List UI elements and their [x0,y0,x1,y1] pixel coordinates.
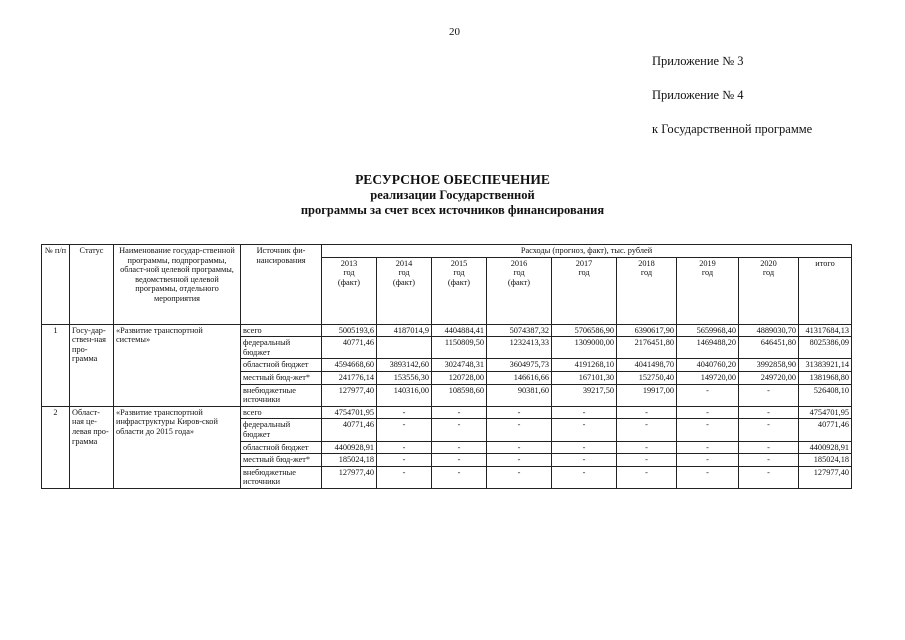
funding-source: местный бюд-жет* [241,371,322,384]
header-total: итого [799,257,852,324]
amount-cell: - [677,419,739,441]
program-status: Госу-дар-ствен-ная про-грамма [70,324,114,406]
amount-cell: 1469488,20 [677,337,739,359]
year-header-year: 2018 [638,258,655,268]
funding-source: всего [241,324,322,337]
amount-cell: 4594668,60 [322,359,377,372]
amount-cell: - [739,419,799,441]
total-cell: 185024,18 [799,454,852,467]
program-name: «Развитие транспортной инфраструктуры Киров-ской области до 2015 года» [114,406,241,488]
appendix-3-label: Приложение № 3 [652,54,744,68]
header-num: № п/п [42,245,70,325]
amount-cell: - [432,419,487,441]
amount-cell: - [552,454,617,467]
funding-source: федеральный бюджет [241,419,322,441]
amount-cell: 1232413,33 [487,337,552,359]
amount-cell: - [552,441,617,454]
funding-source: внебюджетные источники [241,384,322,406]
year-header-word: год [762,268,775,278]
amount-cell: - [677,384,739,406]
amount-cell: 5706586,90 [552,324,617,337]
header-expenses: Расходы (прогноз, факт), тыс. рублей [322,245,852,258]
amount-cell: - [739,406,799,419]
amount-cell: - [377,406,432,419]
amount-cell: 4040760,20 [677,359,739,372]
total-cell: 4400928,91 [799,441,852,454]
amount-cell: 90381,60 [487,384,552,406]
amount-cell: 6390617,90 [617,324,677,337]
year-header-year: 2016 [510,258,528,268]
amount-cell: - [617,466,677,488]
year-header-year: 2015 [450,258,468,268]
amount-cell: - [552,419,617,441]
year-header-note: (факт) [337,277,361,287]
total-cell: 127977,40 [799,466,852,488]
year-header-word: год [453,268,465,278]
title-line-2: реализации Государственной [370,188,535,202]
amount-cell: 127977,40 [322,384,377,406]
year-header-year: 2013 [340,258,358,268]
funding-source: всего [241,406,322,419]
amount-cell: - [487,454,552,467]
amount-cell: 140316,00 [377,384,432,406]
amount-cell: - [739,384,799,406]
amount-cell: - [677,466,739,488]
amount-cell: - [432,454,487,467]
amount-cell: 1150809,50 [432,337,487,359]
appendix-program-label: к Государственной программе [652,122,813,136]
appendix-4-label: Приложение № 4 [652,88,744,102]
page-number: 20 [449,26,460,38]
amount-cell: - [552,406,617,419]
amount-cell: - [677,441,739,454]
amount-cell: - [377,419,432,441]
year-header-word: год [343,268,355,278]
amount-cell: 19917,00 [617,384,677,406]
year-header-word: год [513,268,525,278]
amount-cell: - [739,466,799,488]
amount-cell: - [739,454,799,467]
amount-cell: 120728,00 [432,371,487,384]
year-header-2014 [377,257,432,324]
year-header-year: 2014 [395,258,413,268]
amount-cell: 249720,00 [739,371,799,384]
amount-cell: 108598,60 [432,384,487,406]
amount-cell: 2176451,80 [617,337,677,359]
amount-cell: 185024,18 [322,454,377,467]
year-header-year: 2020 [760,258,777,268]
year-header-note: (факт) [447,277,471,287]
amount-cell: 149720,00 [677,371,739,384]
year-header-2013 [322,257,377,324]
year-header-2015 [432,257,487,324]
total-cell: 40771,46 [799,419,852,441]
header-status: Статус [70,245,114,325]
program-status: Област-ная це-левая про-грамма [70,406,114,488]
amount-cell: 4400928,91 [322,441,377,454]
total-cell: 41317684,13 [799,324,852,337]
amount-cell: - [617,406,677,419]
year-header-word: год [640,268,653,278]
year-header-2019 [677,257,739,324]
total-cell: 31383921,14 [799,359,852,372]
amount-cell: - [617,454,677,467]
funding-source: областной бюджет [241,359,322,372]
total-cell: 1381968,80 [799,371,852,384]
year-header-word: год [398,268,410,278]
amount-cell: 4404884,41 [432,324,487,337]
amount-cell: - [377,454,432,467]
program-num: 1 [42,324,70,406]
amount-cell: 3024748,31 [432,359,487,372]
title-line-1: РЕСУРСНОЕ ОБЕСПЕЧЕНИЕ [355,172,550,187]
title-line-3: программы за счет всех источников финансирования [300,203,605,217]
amount-cell: - [552,466,617,488]
header-source: Источник фи-нансирования [241,245,322,325]
resource-table [41,244,852,489]
amount-cell: - [739,441,799,454]
year-header-2017 [552,257,617,324]
amount-cell: - [617,441,677,454]
program-name: «Развитие транспортной системы» [114,324,241,406]
year-header-2016 [487,257,552,324]
total-cell: 526408,10 [799,384,852,406]
amount-cell: 3893142,60 [377,359,432,372]
total-cell: 4754701,95 [799,406,852,419]
year-header-note: (факт) [507,277,531,287]
amount-cell: 646451,80 [739,337,799,359]
year-header-year: 2017 [575,258,593,268]
amount-cell: - [487,406,552,419]
header-name: Наименование государ-ственной программы, подпрограммы, област-ной целевой программы, ведомственной целевой программы, отдельного мероприятия [114,245,241,325]
table-body [42,324,852,488]
amount-cell: 3992858,90 [739,359,799,372]
amount-cell: 4187014,9 [377,324,432,337]
amount-cell [377,337,432,359]
amount-cell: - [432,406,487,419]
table-row [42,324,852,337]
year-header-2018 [617,257,677,324]
amount-cell: - [487,419,552,441]
amount-cell: 3604975,73 [487,359,552,372]
amount-cell: - [677,406,739,419]
amount-cell: - [677,454,739,467]
amount-cell: - [617,419,677,441]
amount-cell: 39217,50 [552,384,617,406]
amount-cell: 241776,14 [322,371,377,384]
amount-cell: 5005193,6 [322,324,377,337]
amount-cell: 127977,40 [322,466,377,488]
amount-cell: 153556,30 [377,371,432,384]
year-header-2020 [739,257,799,324]
amount-cell: 40771,46 [322,337,377,359]
amount-cell: 1309000,00 [552,337,617,359]
program-num: 2 [42,406,70,488]
amount-cell: 5659968,40 [677,324,739,337]
amount-cell: - [432,441,487,454]
amount-cell: - [432,466,487,488]
year-header-word: год [701,268,714,278]
amount-cell: 146616,66 [487,371,552,384]
amount-cell: 4754701,95 [322,406,377,419]
funding-source: областной бюджет [241,441,322,454]
amount-cell: 4191268,10 [552,359,617,372]
year-header-year: 2019 [699,258,716,268]
amount-cell: 167101,30 [552,371,617,384]
year-header-word: год [578,268,590,278]
amount-cell: 5074387,32 [487,324,552,337]
funding-source: федеральный бюджет [241,337,322,359]
document-title [0,172,905,218]
amount-cell: 152750,40 [617,371,677,384]
funding-source: местный бюд-жет* [241,454,322,467]
amount-cell: - [487,466,552,488]
total-cell: 8025386,09 [799,337,852,359]
amount-cell: - [377,441,432,454]
amount-cell: 4889030,70 [739,324,799,337]
year-header-note: (факт) [392,277,416,287]
table-row [42,406,852,419]
amount-cell: - [487,441,552,454]
amount-cell: 4041498,70 [617,359,677,372]
amount-cell: - [377,466,432,488]
amount-cell: 40771,46 [322,419,377,441]
funding-source: внебюджетные источники [241,466,322,488]
